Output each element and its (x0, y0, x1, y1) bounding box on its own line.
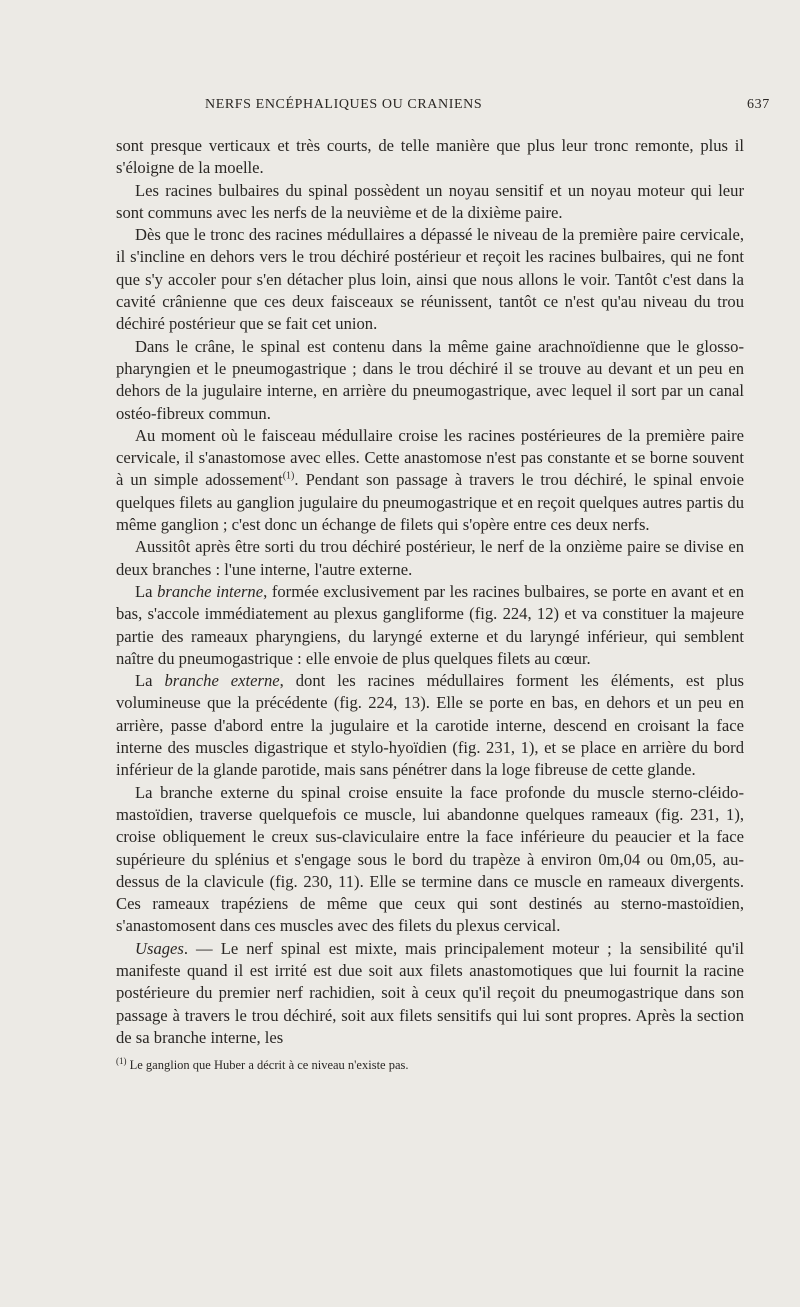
paragraph-4 (116, 336, 744, 425)
footnote (116, 1057, 744, 1073)
footnote-text: Le ganglion que Huber a décrit à ce niveau n'existe pas. (129, 1058, 409, 1072)
paragraph-9 (116, 782, 744, 938)
paragraph-1 (116, 135, 744, 180)
body-text (116, 135, 744, 1049)
emphasis-term: Usages (135, 938, 184, 958)
paragraph-text: La (135, 581, 158, 601)
paragraph-10 (116, 938, 744, 1049)
paragraph-2 (116, 180, 744, 225)
paragraph-text: Les racines bulbaires du spinal possèdent un noyau sensitif et un noyau moteur qui leur sont communs avec les nerfs de la neuvième et de la dixième paire. (116, 180, 744, 222)
paragraph-text: Dès que le tronc des racines médullaires a dépassé le niveau de la première paire cervicale, il s'incline en dehors vers le trou déchiré postérieur et reçoit les racines bulbaires, qui ne font que s'y accoler pour s'en détacher plus loin, ainsi que nous allons le voir. Tantôt c'est dans la cavité crânienne que ces deux faisceaux se réunissent, tantôt ce n'est qu'au niveau du trou déchiré postérieur que se fait cet union. (116, 225, 744, 334)
paragraph-text: , dont les racines médullaires forment les éléments, est plus volumineuse que la précédente (fig. 224, 13). Elle se porte en bas, en dehors et un peu en arrière, passe d'abord entre la jugulaire et la carotide interne, descend en croisant la face interne des muscles digastrique et stylo-hyoïdien (fig. 231, 1), et se place en arrière du bord inférieur de la glande parotide, mais sans pénétrer dans la loge fibreuse de cette glande. (116, 671, 744, 780)
page-number: 637 (747, 97, 770, 112)
paragraph-7 (116, 581, 744, 670)
footnote-reference: (1) (282, 470, 295, 482)
paragraph-text: sont presque verticaux et très courts, de telle manière que plus leur tronc remonte, plus il s'éloigne de la moelle. (116, 136, 744, 178)
paragraph-8 (116, 670, 744, 781)
emphasis-term: branche interne (157, 581, 264, 601)
paragraph-text: Au moment où le faisceau médullaire croise les racines postérieures de la première paire cervicale, il s'anastomose avec elles. Cette anastomose n'est pas constante et se borne souvent à un simple adossement (116, 425, 744, 490)
paragraph-text: , formée exclusivement par les racines bulbaires, se porte en avant et en bas, s'accole immédiatement au plexus gangliforme (fig. 224, 12) et va constituer la majeure partie des rameaux pharyngiens, du laryngé externe et du laryngé inférieur, qui semblent naître du pneumogastrique : elle envoie de plus quelques filets au cœur. (116, 581, 744, 668)
paragraph-6 (116, 536, 744, 581)
paragraph-text: . — Le nerf spinal est mixte, mais principalement moteur ; la sensibilité qu'il manifeste quand il est irrité est due soit aux filets anastomotiques que lui fournit la racine postérieure du premier nerf rachidien, soit à ceux qu'il reçoit du pneumogastrique dans son passage à travers le trou déchiré, soit aux filets sensitifs qui lui sont propres. Après la section de sa branche interne, les (116, 938, 744, 1047)
paragraph-text: La branche externe du spinal croise ensuite la face profonde du muscle sterno-cléido-mastoïdien, traverse quelquefois ce muscle, lui abandonne quelques rameaux (fig. 231, 1), croise obliquement le creux sus-claviculaire entre la face inférieure du peaucier et la face supérieure du splénius et s'engage sous le bord du trapèze à environ 0m,04 ou 0m,05, au-dessus de la clavicule (fig. 230, 11). Elle se termine dans ce muscle en rameaux divergents. Ces rameaux trapéziens de même que ceux qui sont destinés au sterno-mastoïdien, s'anastomosent dans ces muscles avec des filets du plexus cervical. (116, 782, 744, 936)
paragraph-text: La (135, 671, 165, 691)
running-title: NERFS ENCÉPHALIQUES OU CRANIENS (205, 97, 483, 112)
paragraph-5 (116, 425, 744, 536)
emphasis-term: branche externe (164, 671, 280, 691)
paragraph-text: . Pendant son passage à travers le trou déchiré, le spinal envoie quelques filets au ganglion jugulaire du pneumogastrique et en reçoit quelques autres partis du même ganglion ; c'est donc un échange de filets qui s'opère entre ces deux nerfs. (116, 470, 744, 535)
footnote-marker: (1) (116, 1055, 127, 1066)
paragraph-text: Dans le crâne, le spinal est contenu dans la même gaine arachnoïdienne que le glosso-pharyngien et le pneumogastrique ; dans le trou déchiré il se trouve au devant et un peu en dehors de la jugulaire interne, en arrière du pneumogastrique, avec lequel il sort par un canal ostéo-fibreux commun. (116, 336, 744, 423)
paragraph-text: Aussitôt après être sorti du trou déchiré postérieur, le nerf de la onzième paire se divise en deux branches : l'une interne, l'autre externe. (116, 537, 744, 579)
page-header (0, 97, 800, 119)
paragraph-3 (116, 224, 744, 335)
